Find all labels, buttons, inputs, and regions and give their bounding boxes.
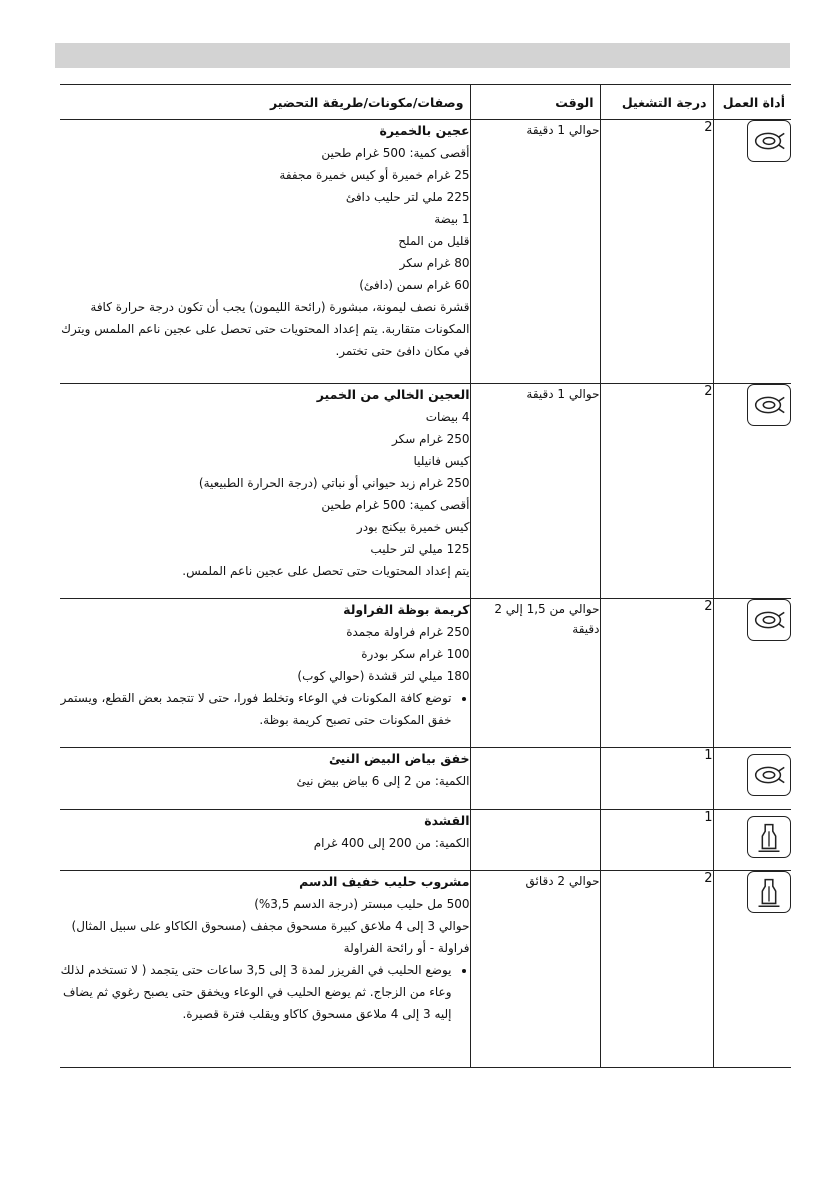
bullet-item: • توضع كافة المكونات في الوعاء وتخلط فورا، حتى لا تتجمد بعض القطع، ويستمر خفق المكونات حتى تصبح كريمة بوظة. (60, 687, 452, 731)
description-cell (60, 810, 470, 871)
ingredient-line: 250 غرام سكر (392, 432, 470, 446)
level-value: 1 (600, 810, 713, 871)
ingredient-line: 25 غرام خميرة أو كيس خميرة مجففة (279, 168, 470, 182)
level-value: 2 (600, 120, 713, 384)
time-value: حوالي من 1,5 إلي 2 دقيقة (470, 599, 600, 748)
recipe-title: القشدة (424, 813, 470, 828)
header-tool: أداة العمل (713, 85, 791, 120)
description-cell (60, 871, 470, 1068)
recipe-title: عجين بالخميرة (379, 123, 470, 138)
tool-cell (713, 748, 791, 810)
table-row (60, 810, 791, 871)
instructions-text: يتم إعداد المحتويات حتى تحصل على عجين ناعم الملمس. (182, 564, 470, 578)
table-header-row (60, 85, 791, 120)
table-row (60, 871, 791, 1068)
blender-jug-icon (747, 871, 791, 913)
header-gray-band (55, 43, 790, 68)
recipe-title: خفق بياض البيض النيئ (328, 751, 470, 766)
ingredient-line: 180 ميلي لتر قشدة (حوالي كوب) (297, 669, 470, 683)
description-cell (60, 384, 470, 599)
time-value: حوالي 1 دقيقة (470, 384, 600, 599)
recipe-title: مشروب حليب خفيف الدسم (299, 874, 470, 889)
level-value: 2 (600, 599, 713, 748)
ingredient-line: أقصى كمية: 500 غرام طحين (321, 498, 470, 512)
ingredient-line: كيس خميرة بيكنج بودر (356, 520, 470, 534)
kneading-hook-icon (747, 384, 791, 426)
level-value: 2 (600, 384, 713, 599)
ingredient-line: قليل من الملح (398, 234, 470, 248)
ingredient-line: 500 مل حليب مبستر (درجة الدسم 3,5%) (254, 897, 470, 911)
recipe-title: العجين الخالي من الخمير (316, 387, 470, 402)
ingredient-line: الكمية: من 2 إلى 6 بياض بيض نيئ (296, 774, 470, 788)
bullet-item: • يوضع الحليب في الفريزر لمدة 3 إلى 3,5 ساعات حتى يتجمد ( لا تستخدم لذلك وعاء من الزجاج. ثم يوضع الحليب في الوعاء ويخفق حتى يصبح رغوي ثم يضاف إليه 3 إلى 4 ملاعق مسحوق كاكاو ويقلب فترة قصيرة. (60, 959, 452, 1025)
time-value (470, 748, 600, 810)
recipe-title: كريمة بوظة الفراولة (343, 602, 470, 617)
ingredient-line: 225 ملي لتر حليب دافئ (345, 190, 470, 204)
ingredient-line: 250 غرام فراولة مجمدة (346, 625, 470, 639)
ingredient-line: 100 غرام سكر بودرة (361, 647, 470, 661)
tool-cell (713, 599, 791, 748)
description-cell (60, 748, 470, 810)
time-value: حوالي 1 دقيقة (470, 120, 600, 384)
kneading-hook-icon (747, 120, 791, 162)
ingredient-line: 80 غرام سكر (399, 256, 470, 270)
tool-cell (713, 120, 791, 384)
level-value: 2 (600, 871, 713, 1068)
instruction-bullets (60, 687, 470, 731)
table-row (60, 599, 791, 748)
kneading-hook-icon (747, 599, 791, 641)
instruction-bullets (60, 959, 470, 1025)
ingredient-line: الكمية: من 200 إلى 400 غرام (313, 836, 470, 850)
ingredient-line: 125 ميلي لتر حليب (370, 542, 470, 556)
level-value: 1 (600, 748, 713, 810)
header-time: الوقت (470, 85, 600, 120)
table-row (60, 384, 791, 599)
header-description: وصفات/مكونات/طريقة التحضير (60, 85, 470, 120)
table-row (60, 120, 791, 384)
time-value (470, 810, 600, 871)
blender-jug-icon (747, 816, 791, 858)
time-value: حوالي 2 دقائق (470, 871, 600, 1068)
description-cell (60, 599, 470, 748)
ingredient-line: كيس فانيليا (413, 454, 470, 468)
instructions-text: حوالي 3 إلى 4 ملاعق كبيرة مسحوق مجفف (مسحوق الكاكاو على سبيل المثال) فراولة - أو رائحة الفراولة (71, 919, 470, 955)
recipes-table (60, 84, 791, 1068)
instructions-text: قشرة نصف ليمونة، مبشورة (رائحة الليمون) يجب أن تكون درجة حرارة كافة المكونات متقاربة. يتم إعداد المحتويات حتى تحصل على عجين ناعم الملمس ويترك في مكان دافئ حتى تختمر. (61, 300, 470, 358)
tool-cell (713, 384, 791, 599)
tool-cell (713, 810, 791, 871)
description-cell (60, 120, 470, 384)
ingredient-line: 250 غرام زبد حيواني أو نباتي (درجة الحرارة الطبيعية) (198, 476, 470, 490)
ingredient-line: أقصى كمية: 500 غرام طحين (321, 146, 470, 160)
header-level: درجة التشغيل (600, 85, 713, 120)
ingredient-line: 60 غرام سمن (دافئ) (359, 278, 470, 292)
table-row (60, 748, 791, 810)
ingredient-line: 1 بيضة (434, 212, 470, 226)
kneading-hook-icon (747, 754, 791, 796)
ingredient-line: 4 بيضات (425, 410, 470, 424)
tool-cell (713, 871, 791, 1068)
